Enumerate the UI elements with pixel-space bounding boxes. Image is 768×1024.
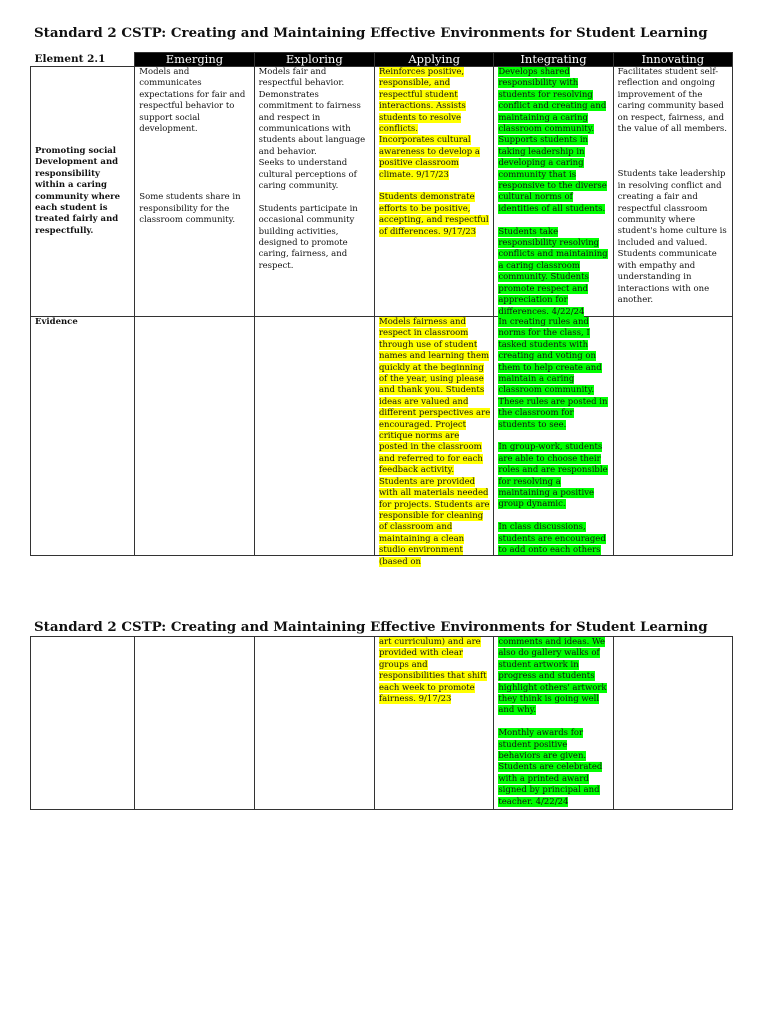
row-label: Promoting social Development and responsibility within a caring community where each student is treated fairly and respectfully.	[35, 146, 121, 236]
header-row	[31, 53, 733, 67]
evidence-integrating-text-1: In creating rules and norms for the class, I tasked students with creating and voting on them to help create and maintain a caring classroom community. These rules are posted in the classroom for students to see.	[498, 317, 608, 430]
element-label: Element 2.1	[31, 53, 135, 67]
evidence-row	[31, 317, 733, 556]
applying-cell	[374, 67, 493, 317]
cont-label-cell	[31, 637, 135, 810]
innovating-student-text: Students take leadership in resolving conflict and creating a fair and respectful classroom community where student's home culture is included and valued. Students communicate with empathy and understanding in interactions with one another.	[617, 169, 727, 305]
innovating-cell	[613, 67, 732, 317]
cont-applying-cell	[374, 637, 493, 810]
applying-student-text: Students demonstrate efforts to be positive, accepting, and respectful of differences. 9/17/23	[378, 192, 489, 237]
page-title-2: Standard 2 CSTP: Creating and Maintaining Effective Environments for Student Learning	[34, 619, 708, 635]
column-header-integrating: Integrating	[494, 53, 613, 67]
rubric-table	[30, 52, 733, 567]
cont-exploring-cell	[254, 637, 374, 810]
column-header-exploring: Exploring	[254, 53, 374, 67]
evidence-label-cell	[31, 317, 135, 556]
cont-integrating-text-2: Monthly awards for student positive behaviors are given. Students are celebrated with a printed award signed by principal and teacher. 4/22/24	[498, 728, 603, 807]
rubric-table-continued	[30, 636, 733, 810]
column-header-emerging: Emerging	[135, 53, 254, 67]
table-row	[31, 637, 733, 810]
table-row	[31, 67, 733, 317]
applying-teacher-text: Reinforces positive, responsible, and respectful student interactions. Assists students to resolve conflicts.	[378, 67, 466, 135]
emerging-student-text: Some students share in responsibility for the classroom community.	[139, 192, 241, 226]
exploring-teacher-text: Models fair and respectful behavior. Demonstrates commitment to fairness and respect in communications with students about language and behavior.	[258, 67, 366, 157]
evidence-exploring-cell	[254, 317, 374, 556]
cont-integrating-cell	[494, 637, 613, 810]
evidence-integrating-text-3: In class discussions, students are encouraged to add onto each others	[498, 522, 606, 556]
integrating-cell	[494, 67, 613, 317]
exploring-student-text: Students participate in occasional community building activities, designed to promote caring, fairness, and respect.	[258, 203, 358, 271]
column-header-innovating: Innovating	[613, 53, 732, 67]
page-title: Standard 2 CSTP: Creating and Maintaining Effective Environments for Student Learning	[34, 25, 708, 41]
cont-innovating-cell	[613, 637, 732, 810]
innovating-teacher-text: Facilitates student self-reflection and ongoing improvement of the caring community based on respect, fairness, and the value of all members.	[617, 67, 727, 135]
exploring-teacher-text-2: Seeks to understand cultural perceptions of caring community.	[258, 158, 357, 192]
row-label-cell	[31, 67, 135, 317]
evidence-innovating-cell	[613, 317, 732, 556]
evidence-applying-cell	[374, 317, 493, 567]
column-header-applying: Applying	[374, 53, 493, 67]
evidence-integrating-cell	[494, 317, 613, 556]
exploring-cell	[254, 67, 374, 317]
emerging-teacher-text: Models and communicates expectations for fair and respectful behavior to support social development.	[139, 67, 246, 135]
emerging-cell	[135, 67, 254, 317]
cont-applying-text: art curriculum) and are provided with clear groups and responsibilities that shift each week to promote fairness. 9/17/23	[378, 637, 487, 705]
cont-integrating-text-1: comments and ideas. We also do gallery walks of student artwork in progress and students highlight others' artwork they think is going well and why.	[498, 637, 607, 716]
integrating-teacher-text: Develops shared responsibility with students for resolving conflict and creating and maintaining a caring classroom community. Supports students in taking leadership in developing a caring community that is responsive to the diverse cultural norms of identities of all students.	[498, 67, 607, 214]
evidence-applying-text: Models fairness and respect in classroom through use of student names and learning them quickly at the beginning of the year, using please and thank you. Students ideas are valued and different perspectives are encouraged. Project critique norms are posted in the classroom and referred to for each feedback activity. Students are provided with all materials needed for projects. Students are responsible for cleaning of classroom and maintaining a clean studio environment (based on	[378, 317, 491, 567]
evidence-label: Evidence	[35, 317, 78, 327]
evidence-emerging-cell	[135, 317, 254, 556]
cont-emerging-cell	[135, 637, 254, 810]
evidence-integrating-text-2: In group-work, students are able to choose their roles and are responsible for resolving a maintaining a positive group dynamic.	[498, 442, 608, 510]
applying-teacher-text-2: Incorporates cultural awareness to develop a positive classroom climate. 9/17/23	[378, 135, 481, 180]
integrating-student-text: Students take responsibility resolving conflicts and maintaining a caring classroom community. Students promote respect and appreciation for differences. 4/22/24	[498, 226, 608, 317]
